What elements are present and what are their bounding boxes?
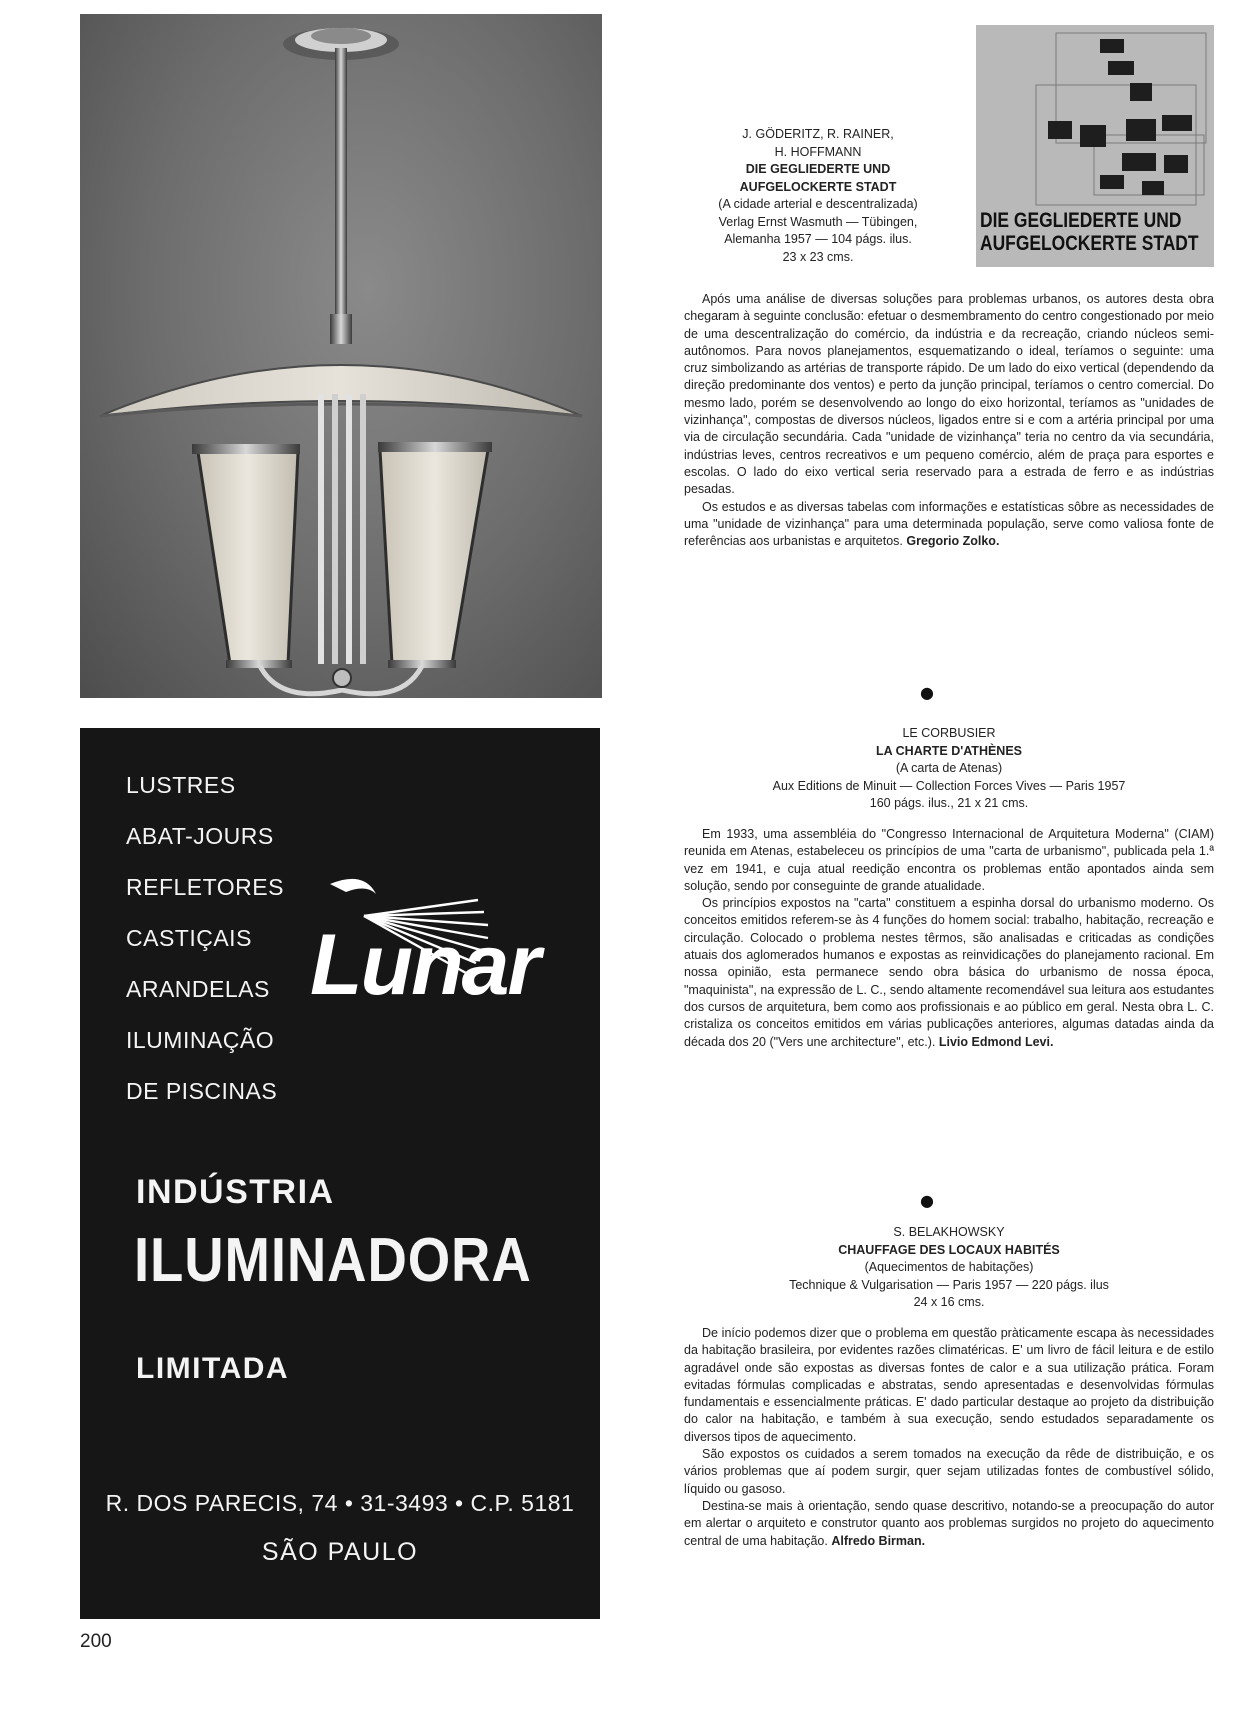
page-number: 200 xyxy=(80,1631,112,1652)
product-item: ILUMINAÇÃO xyxy=(126,1027,275,1053)
cover-title-line1: DIE GEGLIEDERTE UND xyxy=(980,209,1182,232)
lamp-photograph xyxy=(80,14,602,698)
pendant-lamp-illustration xyxy=(80,14,602,698)
book-cover-thumbnail xyxy=(976,25,1214,267)
review-1-body xyxy=(684,291,1214,550)
review-title: DIE GEGLIEDERTE UND xyxy=(745,162,891,176)
company-name-line1: INDÚSTRIA xyxy=(136,1173,335,1211)
cover-title xyxy=(980,209,1199,255)
lunar-advertisement xyxy=(80,728,600,1619)
product-item: ABAT-JOURS xyxy=(126,823,274,849)
review-publisher: Alemanha 1957 — 104 págs. ilus. xyxy=(724,232,912,246)
review-publisher: 23 x 23 cms. xyxy=(782,249,854,264)
review-paragraph xyxy=(684,499,1214,551)
company-address: R. DOS PARECIS, 74 • 31-3493 • C.P. 5181 xyxy=(105,1490,575,1516)
company-name-line2: ILUMINADORA xyxy=(134,1226,532,1295)
review-2-body xyxy=(684,826,1214,1051)
product-item: DE PISCINAS xyxy=(126,1078,278,1104)
brand-wordmark: Lunar xyxy=(310,917,539,1013)
review-publisher: Technique & Vulgarisation — Paris 1957 — 220 págs. ilus xyxy=(789,1277,1109,1292)
review-3-header xyxy=(684,1224,1214,1312)
separator-bullet: ● xyxy=(920,1191,934,1210)
review-title: LA CHARTE D'ATHÈNES xyxy=(875,743,1023,758)
review-title: CHAUFFAGE DES LOCAUX HABITÉS xyxy=(838,1242,1060,1257)
review-paragraph-text: Os princípios expostos na "carta" constituem a espinha dorsal do urbanismo moderno. Os conceitos emitidos referem-se às 4 funções do homem social: trabalho, habitação, recreação e circulação. Colocado o problema nestes têrmos, são analisadas e criticadas as condições atuais dos aglomerados humanos e expostas as reinvidicações do planejamento racional. Em nossa opinião, esta permanece sendo obra básica do urbanismo de nossa época, "maquinista", na expressão de L. C., sendo altamente recomendável sua leitura aos estudantes dos cursos de arquitetura, bem como aos profissionais e ao público em geral. Nesta obra L. C. cristaliza os conceitos emitidos em várias publicações anteriores, algumas datadas ainda da década dos 20 ("Vers une architecture", etc.). xyxy=(684,896,1214,1049)
review-publisher: Aux Editions de Minuit — Collection Forces Vives — Paris 1957 xyxy=(772,778,1126,793)
review-paragraph-text: Os estudos e as diversas tabelas com informações e estatísticas sôbre as necessidades de uma "unidade de vizinhança" para uma determinada população, serve como valiosa fonte de referências aos urbanistas e arquitetos. xyxy=(684,499,1214,549)
review-3-body xyxy=(684,1325,1214,1550)
separator-bullet: ● xyxy=(920,683,934,702)
review-author: S. BELAKHOWSKY xyxy=(893,1225,1005,1239)
review-authors: J. GÖDERITZ, R. RAINER, xyxy=(742,127,894,141)
review-signature: Gregorio Zolko. xyxy=(906,534,1000,549)
review-paragraph: São expostos os cuidados a serem tomados na execução da rêde de distribuição, e os vários problemas que aí podem surgir, quer sejam utilizadas fontes de combustível sólido, líquido ou gasoso. xyxy=(684,1447,1214,1496)
review-publisher: 160 págs. ilus., 21 x 21 cms. xyxy=(869,796,1029,810)
review-paragraph: De início podemos dizer que o problema em questão pràticamente escapa às necessidades da habitação brasileira, por evidentes razões climatéricas. E' um livro de fácil leitura e de estilo agradável onde são expostas as diversas fontes de calor e a sua utilização prática. Foram evitadas fórmulas complicadas e abstratas, sendo apresentadas e desenvolvidas fórmulas fundamentais e essencialmente práticas. E' dado particular destaque ao projeto da distribuição do calor na habitação, e também à sua execução, sendo estudados separadamente os diversos tipos de aquecimento. xyxy=(684,1326,1214,1444)
review-publisher: 24 x 16 cms. xyxy=(913,1295,985,1309)
review-paragraph: Após uma análise de diversas soluções para problemas urbanos, os autores desta obra chegaram à seguinte conclusão: efetuar o desmembramento do centro congestionado por meio de uma descentralização do comércio, da indústria e da recreação, criando núcleos semi-autônomos. Para novos planejamentos, esquematizando o ideal, teríamos o seguinte: uma cruz simbolizando as artérias de transporte rápido. De um lado do eixo vertical (dependendo da direção predominante dos ventos) e perto da junção principal, teríamos o centro comercial. Do mesmo lado, porém se desenvolvendo ao longo do eixo horizontal, teríamos as "unidades de vizinhança", compostas de diversos núcleos, ligados entre si e com a artéria principal por uma via de circulação secundária. Cada "unidade de vizinhança" teria no centro da via secundária, indústrias leves, centros recreativos e um pequeno comércio, além de praça para esportes e escolas. O lado do eixo vertical seria reservado para a estrada de ferro e as indústrias pesadas. xyxy=(684,292,1214,497)
company-name-line3: LIMITADA xyxy=(136,1352,290,1385)
review-signature: Livio Edmond Levi. xyxy=(938,1034,1054,1049)
review-author: LE CORBUSIER xyxy=(902,726,996,740)
product-item: CASTIÇAIS xyxy=(126,925,252,951)
company-city: SÃO PAULO xyxy=(261,1538,419,1566)
review-signature: Alfredo Birman. xyxy=(831,1533,926,1548)
review-publisher: Verlag Ernst Wasmuth — Tübingen, xyxy=(718,214,918,229)
product-item: ARANDELAS xyxy=(126,976,270,1002)
review-1-header xyxy=(674,126,962,266)
lunar-logo xyxy=(302,876,592,1026)
product-list xyxy=(126,770,284,1127)
review-paragraph: Em 1933, uma assembléia do "Congresso Internacional de Arquitetura Moderna" (CIAM) reunida em Atenas, estabeleceu os princípios de uma "carta de urbanismo", publicada pela 1.ª vez em 1941, e cuja atual reedição encontra os problemas então apontados ainda sem solução, sendo por conseguinte de grande atualidade. xyxy=(684,827,1214,893)
review-subtitle: (A cidade arterial e descentralizada) xyxy=(718,197,918,211)
review-subtitle: (Aquecimentos de habitações) xyxy=(864,1260,1034,1274)
review-paragraph-text: Destina-se mais à orientação, sendo quase descritivo, notando-se a preocupação do autor em alertar o arquiteto e construtor quanto aos problemas surgidos no projeto do aquecimento central de uma habitação. xyxy=(684,1498,1214,1548)
review-2-header xyxy=(684,725,1214,813)
review-title: AUFGELOCKERTE STADT xyxy=(739,179,897,194)
product-item: LUSTRES xyxy=(126,772,236,798)
review-subtitle: (A carta de Atenas) xyxy=(895,761,1003,775)
review-paragraph xyxy=(684,1498,1214,1550)
review-authors: H. HOFFMANN xyxy=(774,144,862,159)
cover-title-line2: AUFGELOCKERTE STADT xyxy=(980,232,1199,255)
product-item: REFLETORES xyxy=(126,874,284,900)
review-paragraph xyxy=(684,895,1214,1051)
